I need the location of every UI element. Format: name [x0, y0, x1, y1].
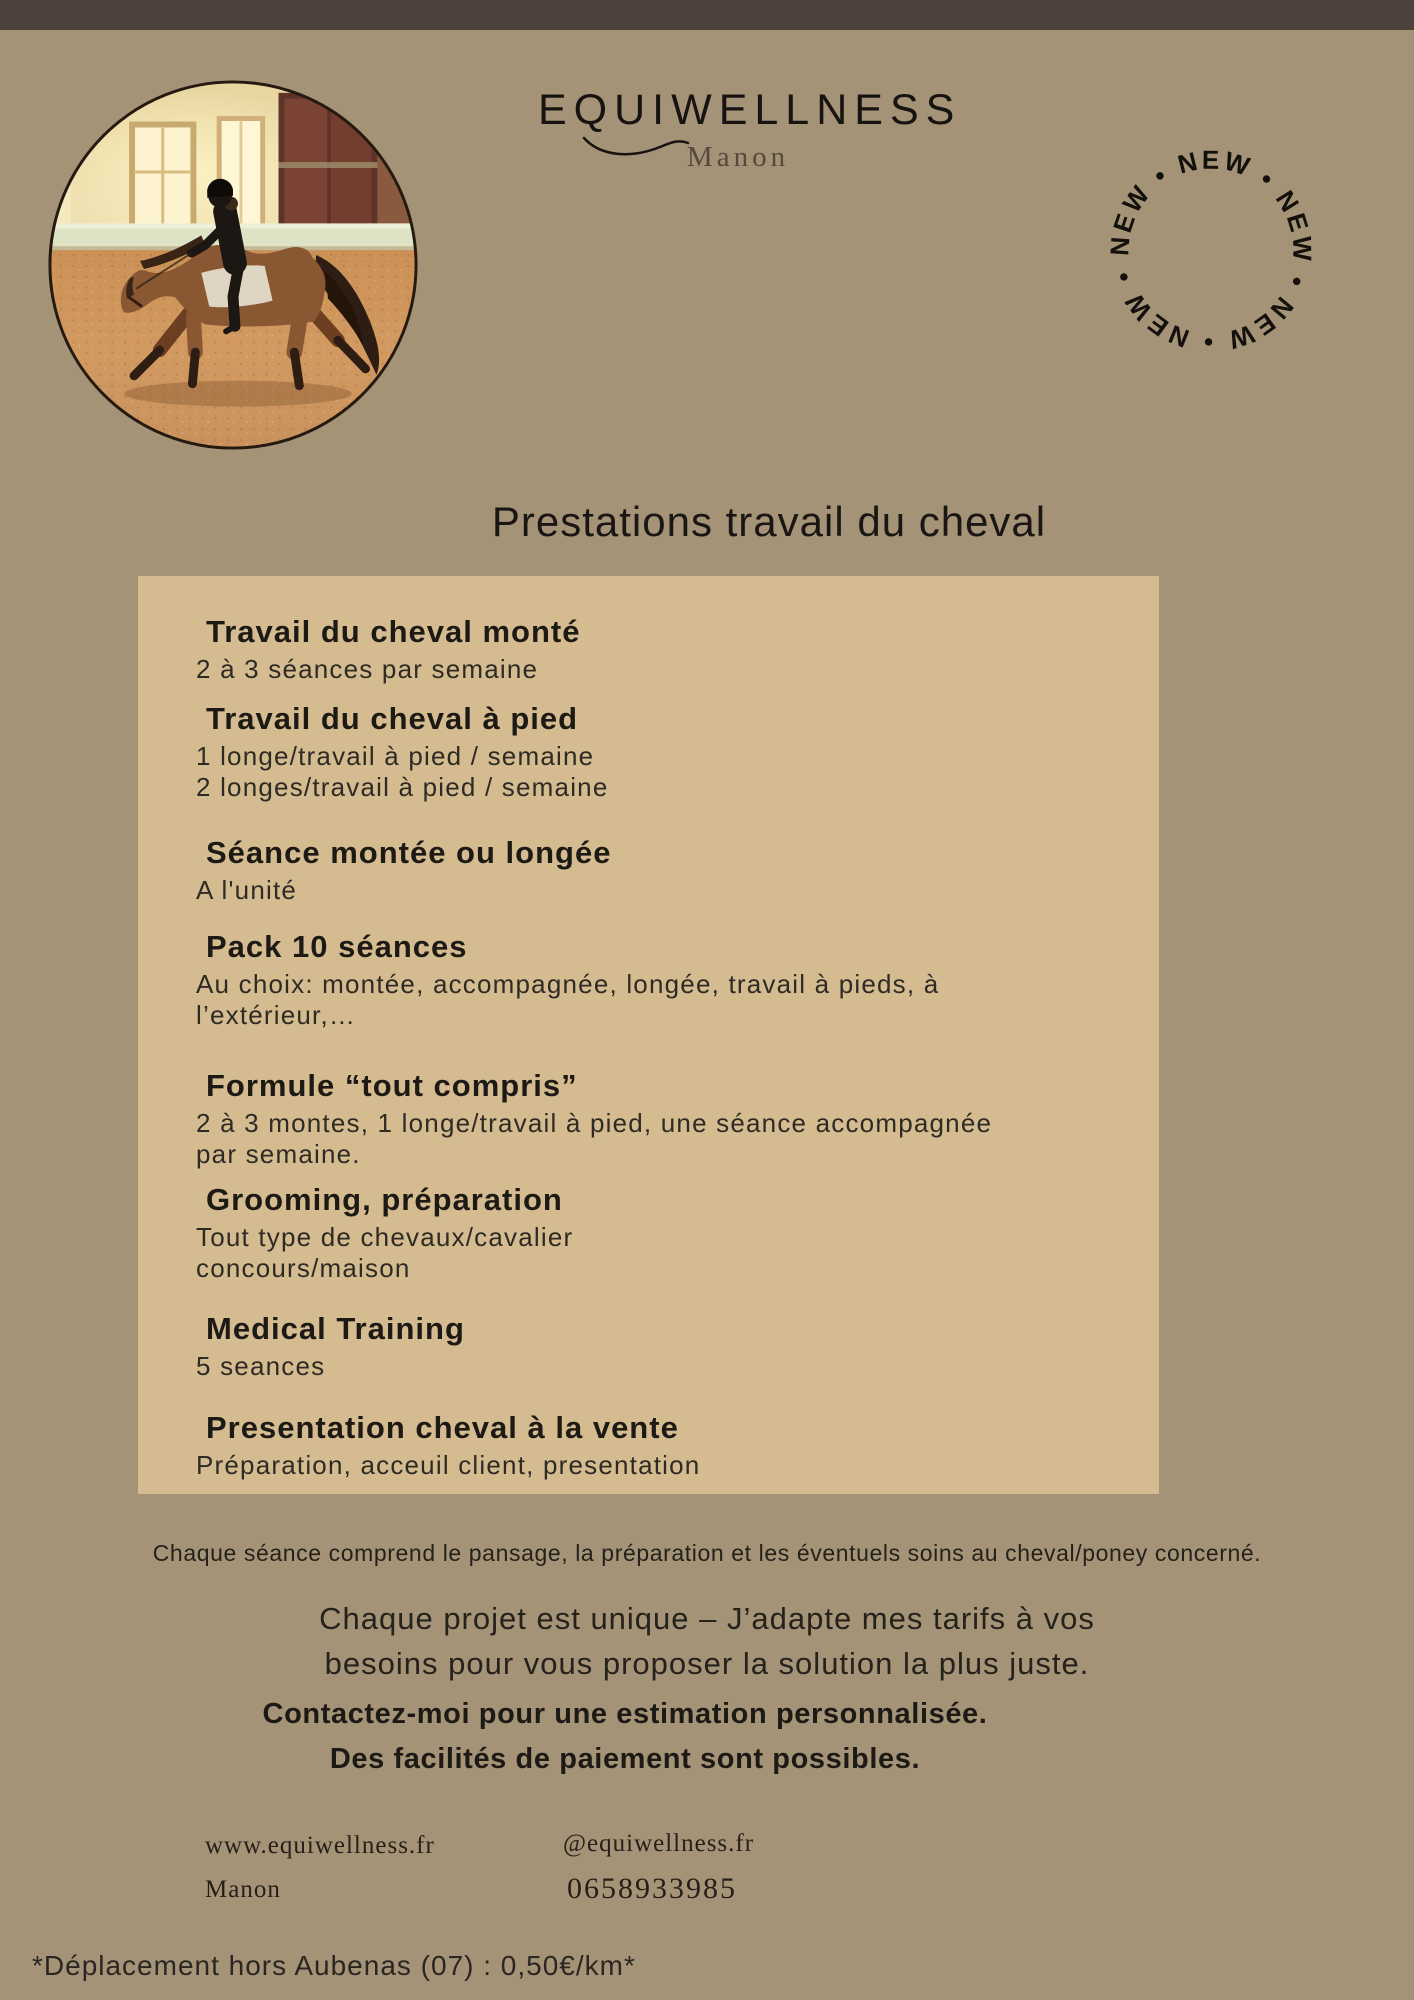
- q-swash-flourish: [582, 136, 692, 162]
- service-item: [196, 1311, 1115, 1382]
- logo-block: [538, 86, 962, 174]
- service-name: Pack 10 séances: [206, 929, 468, 964]
- service-detail: concours/maison: [196, 1253, 411, 1283]
- contact-callout: [0, 1692, 1250, 1782]
- footer-name: Manon: [205, 1876, 281, 1903]
- service-detail: Au choix: montée, accompagnée, longée, travail à pieds, à: [196, 969, 940, 999]
- service-detail: 2 à 3 séances par semaine: [196, 654, 539, 684]
- included-note: Chaque séance comprend le pansage, la préparation et les éventuels soins au cheval/poney concerné.: [152, 1540, 1262, 1566]
- travel-fee-note: *Déplacement hors Aubenas (07) : 0,50€/km*: [32, 1950, 636, 1981]
- contact-line-2: Des facilités de paiement sont possibles.: [329, 1743, 921, 1775]
- new-badge-icon: [1070, 110, 1352, 392]
- service-detail: A l'unité: [196, 875, 298, 905]
- service-detail: 1 longe/travail à pied / semaine: [196, 741, 595, 771]
- pitch-text: [0, 1596, 1414, 1686]
- horse-rider-photo-art: [45, 77, 421, 453]
- service-item: [196, 1182, 1115, 1284]
- service-item: [196, 835, 1115, 906]
- pitch-line-2: besoins pour vous proposer la solution la plus juste.: [324, 1646, 1090, 1681]
- page-title: Prestations travail du cheval: [491, 498, 1047, 545]
- service-name: Travail du cheval monté: [206, 614, 581, 649]
- service-name: Presentation cheval à la vente: [206, 1410, 679, 1445]
- footer-phone: 0658933985: [567, 1872, 737, 1905]
- service-item: [196, 701, 1115, 803]
- service-name: Travail du cheval à pied: [206, 701, 579, 736]
- horse-rider-photo: [45, 77, 421, 453]
- footer-social-handle: @equiwellness.fr: [563, 1830, 755, 1857]
- contact-line-1: Contactez-moi pour une estimation personnalisée.: [262, 1698, 988, 1730]
- service-detail: par semaine.: [196, 1139, 361, 1169]
- footer-website: www.equiwellness.fr: [205, 1832, 435, 1859]
- service-detail: Tout type de chevaux/cavalier: [196, 1222, 574, 1252]
- service-detail: 2 longes/travail à pied / semaine: [196, 772, 609, 802]
- service-name: Séance montée ou longée: [206, 835, 612, 870]
- service-item: [196, 1068, 1115, 1170]
- service-detail: l’extérieur,…: [196, 1000, 357, 1030]
- service-item: [196, 929, 1115, 1031]
- arena-door: [279, 93, 378, 245]
- new-badge-text: NEW • NEW • NEW • NEW • NEW •: [1104, 144, 1318, 358]
- services-panel: [138, 576, 1159, 1494]
- service-name: Formule “tout compris”: [206, 1068, 578, 1103]
- service-detail: Préparation, acceuil client, presentation: [196, 1450, 701, 1480]
- service-detail: 5 seances: [196, 1351, 326, 1381]
- svg-text:NEW • NEW • NEW • NEW • NEW •: [1091, 130, 1332, 371]
- service-name: Grooming, préparation: [206, 1182, 563, 1217]
- brand-name: EQUIWELLNESS: [538, 86, 962, 134]
- top-band: [0, 0, 1414, 30]
- service-detail: 2 à 3 montes, 1 longe/travail à pied, une séance accompagnée: [196, 1108, 993, 1138]
- brand-subtitle: Manon: [686, 141, 790, 173]
- service-item: [196, 1410, 1115, 1481]
- pitch-line-1: Chaque projet est unique – J’adapte mes tarifs à vos: [319, 1601, 1095, 1636]
- service-item: [196, 614, 1115, 685]
- service-name: Medical Training: [206, 1311, 465, 1346]
